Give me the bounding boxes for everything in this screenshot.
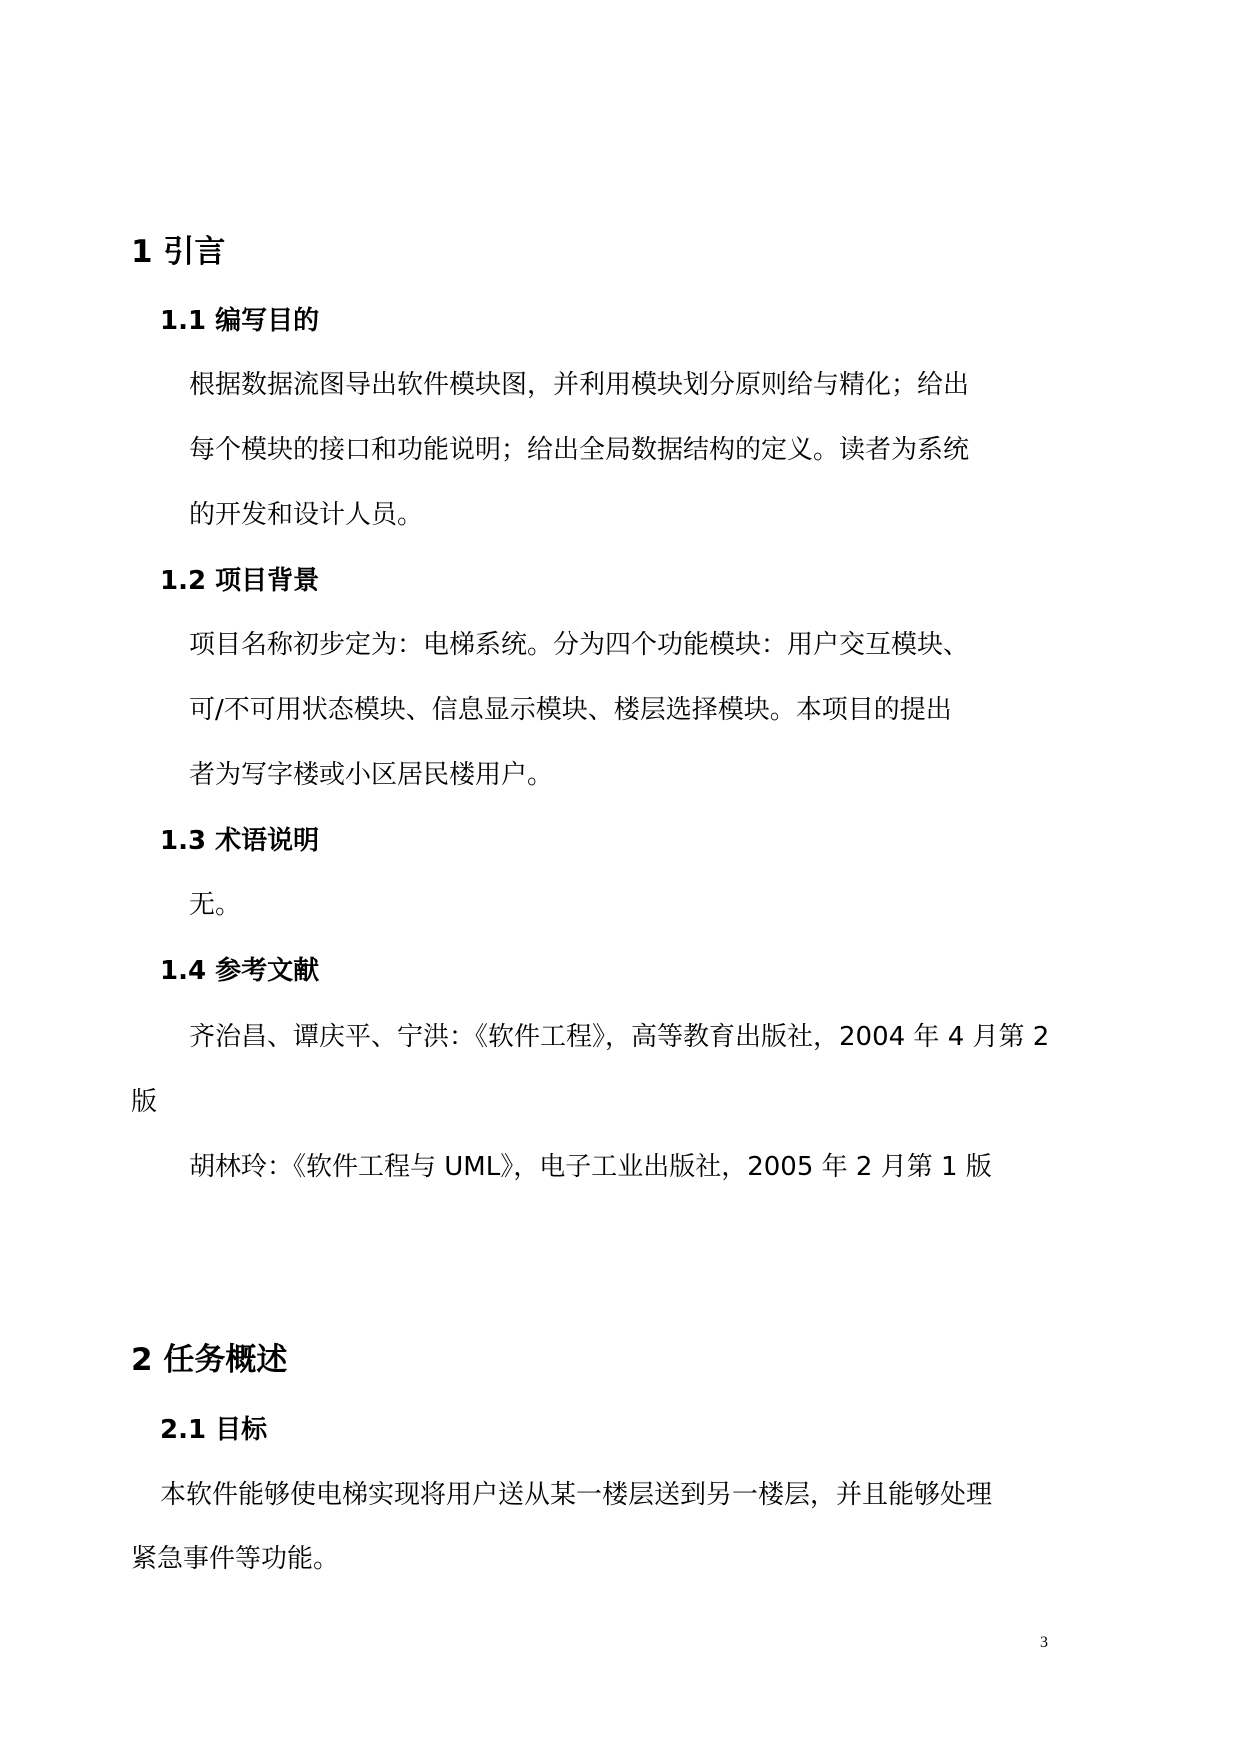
paragraph-line: 可/不可用状态模块、信息显示模块、楼层选择模块。本项目的提出 — [189, 695, 952, 725]
section-heading: 1 引言 — [131, 234, 226, 270]
paragraph-line: 根据数据流图导出软件模块图，并利用模块划分原则给与精化；给出 — [189, 370, 970, 400]
paragraph-line: 紧急事件等功能。 — [131, 1544, 340, 1574]
paragraph-line: 项目名称初步定为：电梯系统。分为四个功能模块：用户交互模块、 — [189, 630, 970, 660]
subsection-heading: 1.4 参考文献 — [160, 956, 320, 986]
subsection-heading: 1.1 编写目的 — [160, 306, 320, 336]
reference-line: 齐治昌、谭庆平、宁洪：《软件工程》，高等教育出版社，2004 年 4 月第 2 — [189, 1022, 1050, 1052]
page-number: 3 — [1040, 1634, 1048, 1651]
subsection-heading: 2.1 目标 — [160, 1415, 268, 1445]
reference-line: 版 — [131, 1087, 158, 1117]
subsection-heading: 1.3 术语说明 — [160, 826, 320, 856]
paragraph-line: 者为写字楼或小区居民楼用户。 — [189, 760, 554, 790]
subsection-heading: 1.2 项目背景 — [160, 566, 320, 596]
reference-line: 胡林玲：《软件工程与 UML》，电子工业出版社，2005 年 2 月第 1 版 — [189, 1152, 992, 1182]
section-heading: 2 任务概述 — [131, 1342, 288, 1378]
paragraph-line: 无。 — [189, 890, 242, 920]
paragraph-line: 的开发和设计人员。 — [189, 500, 424, 530]
paragraph-line: 每个模块的接口和功能说明；给出全局数据结构的定义。读者为系统 — [189, 435, 970, 465]
paragraph-line: 本软件能够使电梯实现将用户送从某一楼层送到另一楼层，并且能够处理 — [160, 1480, 993, 1510]
